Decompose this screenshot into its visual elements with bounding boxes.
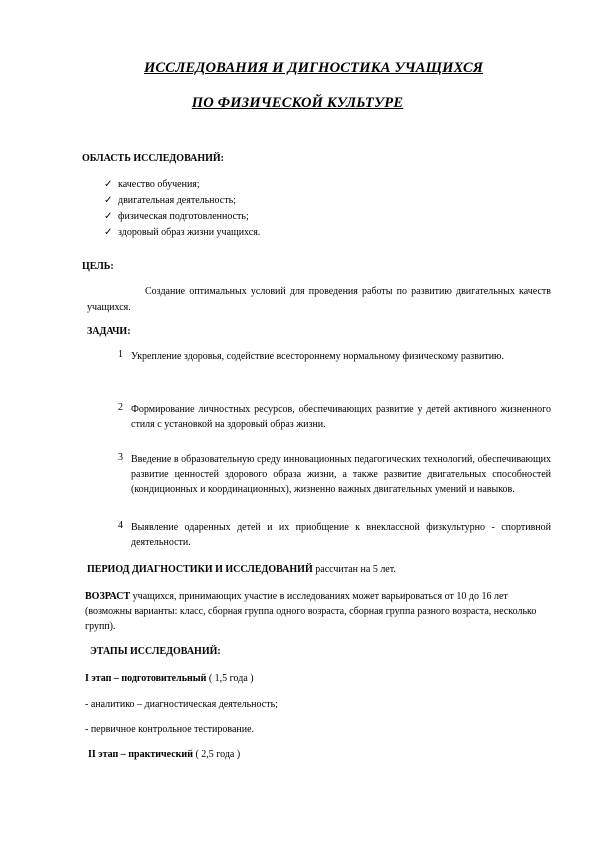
task-number: 4 [118,520,123,531]
checkmark-icon: ✓ [104,179,113,190]
stage1-item: - первичное контрольное тестирование. [85,724,255,735]
stage2-label: II этап – практический [88,749,193,760]
stage2-line [88,748,240,761]
checkmark-icon: ✓ [104,227,113,238]
tasks-heading: ЗАДАЧИ: [87,326,131,337]
checkmark-icon: ✓ [104,211,113,222]
stage1-duration: ( 1,5 года ) [208,673,254,684]
stages-heading: ЭТАПЫ ИССЛЕДОВАНИЙ: [90,646,221,657]
task-text: Укрепление здоровья, содействие всестороннему нормальному физическому развитию. [131,351,505,362]
area-item-text: двигательная деятельность; [118,195,236,206]
task-number: 1 [118,349,123,360]
document-title-line2: ПО ФИЗИЧЕСКОЙ КУЛЬТУРЕ [191,95,404,111]
area-item [104,226,260,239]
task-text: Введение в образовательную среду инновационных педагогических технологий, обеспечивающих развитие ценностей здорового образа жизни, а также развитие двигательных способностей (кондиционных и координационных), жизненно важных двигательных умений и навыков. [131,454,551,495]
stage1-item: - аналитико – диагностическая деятельность; [85,699,278,710]
age-paragraph [85,589,555,634]
task-text: Формирование личностных ресурсов, обеспечивающих развитие у детей активного жизненного стиля с установкой на здоровый образ жизни. [131,404,551,430]
period-label: ПЕРИОД ДИАГНОСТИКИ И ИССЛЕДОВАНИЙ [87,564,313,575]
goal-text: Создание оптимальных условий для проведения работы по развитию двигательных качеств учащихся. [87,286,551,313]
area-item [104,210,249,223]
checkmark-icon: ✓ [104,195,113,206]
area-item [104,178,200,191]
age-text: учащихся, принимающих участие в исследованиях может варьироваться от 10 до 16 лет (возможны варианты: класс, сборная группа одного возраста, сборная группа разного возраста, несколько групп). [85,591,537,632]
period-paragraph [87,563,396,576]
task-number: 2 [118,402,123,413]
period-text: рассчитан на 5 лет. [315,564,396,575]
stage2-duration: ( 2,5 года ) [195,749,241,760]
goal-heading: ЦЕЛЬ: [82,261,114,272]
area-item [104,194,236,207]
area-heading: ОБЛАСТЬ ИССЛЕДОВАНИЙ: [82,153,224,164]
stage1-label: I этап – подготовительный [85,673,207,684]
area-item-text: качество обучения; [118,179,200,190]
document-title-line1: ИССЛЕДОВАНИЯ И ДИГНОСТИКА УЧАЩИХСЯ [143,60,484,76]
task-number: 3 [118,452,123,463]
task-text: Выявление одаренных детей и их приобщение к внеклассной физкультурно - спортивной деятельности. [131,522,551,548]
area-item-text: здоровый образ жизни учащихся. [118,227,261,238]
age-label: ВОЗРАСТ [85,591,131,602]
stage1-line [85,672,254,685]
area-item-text: физическая подготовленность; [118,211,249,222]
